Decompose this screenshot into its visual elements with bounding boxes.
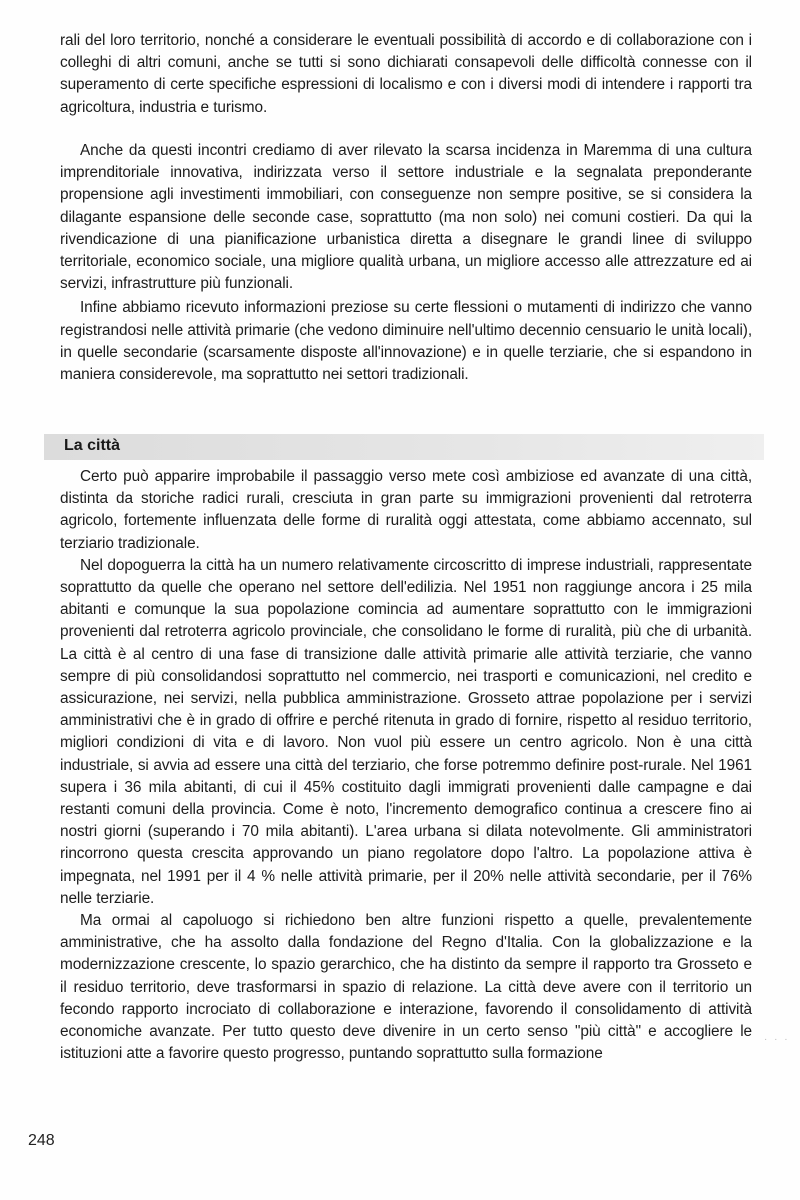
margin-scan-marks: · · · <box>764 1034 790 1045</box>
paragraph-capoluogo: Ma ormai al capoluogo si richiedono ben altre funzioni rispetto a quelle, prevalentemente amministrative, che ha assolto dalla fondazione del Regno d'Italia. Con la globalizzazione e la modernizzazione crescente, lo spazio gerarchico, che ha distinto da sempre il rapporto tra Grosseto e il residuo territorio, deve trasformarsi in spazio di relazione. La città deve avere con il territorio un fecondo rapporto incrociato di collaborazione e interazione, favorendo il consolidamento di attività economiche avanzate. Per tutto questo deve divenire in un certo senso "più città" e accogliere le istituzioni atte a favorire questo progresso, puntando soprattutto sulla formazione <box>60 912 752 1063</box>
page-number: 248 <box>28 1132 55 1149</box>
paragraph-incontri: Anche da questi incontri crediamo di aver rilevato la scarsa incidenza in Maremma di una cultura imprenditoriale innovativa, indirizzata verso il settore industriale e la segnalata preponderante propensione agli investimenti immobiliari, con conseguenze non sempre positive, se si considera la dilagante espansione delle seconde case, soprattutto (ma non solo) nei comuni costieri. Da qui la rivendicazione di una pianificazione urbanistica diretta a disegnare le grandi linee di sviluppo territoriale, economico sociale, una migliore qualità urbana, un migliore accesso alle attrezzature ed ai servizi, infrastrutture più funzionali. <box>60 142 752 293</box>
paragraph-infine: Infine abbiamo ricevuto informazioni preziose su certe flessioni o mutamenti di indirizzo che vanno registrandosi nelle attività primarie (che vedono diminuire nell'ultimo decennio censuario le unità locali), in quelle secondarie (scarsamente disposte all'innovazione) e in quelle terziarie, che si espandono in maniera considerevole, ma soprattutto nei settori tradizionali. <box>60 299 752 384</box>
intro-paragraph: rali del loro territorio, nonché a considerare le eventuali possibilità di accordo e di collaborazione con i colleghi di altri comuni, anche se tutti si sono dichiarati consapevoli delle difficoltà connesse con il superamento di certe specifiche espressioni di localismo e con i diversi modi di intendere i rapporti tra agricoltura, industria e turismo. <box>60 32 752 116</box>
incontri-text-block <box>60 140 752 386</box>
intro-text-block <box>60 30 752 119</box>
paragraph-certo: Certo può apparire improbabile il passaggio verso mete così ambiziose ed avanzate di una città, distinta da storiche radici rurali, cresciuta in gran parte su immigrazioni provenienti dal retroterra agricolo, fortemente influenzata delle forme di ruralità oggi attestata, come abbiamo accennato, sul terziario tradizionale. <box>60 468 752 552</box>
section-header-bar <box>44 434 764 460</box>
paragraph-dopoguerra: Nel dopoguerra la città ha un numero relativamente circoscritto di imprese industriali, rappresentate soprattutto da quelle che operano nel settore dell'edilizia. Nel 1951 non raggiunge ancora i 25 mila abitanti e comunque la sua popolazione comincia ad aumentare soprattutto con le immigrazioni provenienti dal retroterra agricolo provinciale, che consolidano le forme di ruralità, più che di urbanità. La città è al centro di una fase di transizione dalle attività primarie alle attività terziarie, che vanno sempre di più consolidandosi soprattutto nel commercio, nei trasporti e comunicazioni, nel credito e assicurazione, nei servizi, nella pubblica amministrazione. Grosseto attrae popolazione per i servizi amministrativi che è in grado di offrire e perché ritenuta in grado di fornire, rispetto al residuo territorio, migliori condizioni di vita e di lavoro. Non vuol più essere un centro agricolo. Non è una città industriale, si avvia ad essere una città del terziario, che forse potremmo definire post-rurale. Nel 1961 supera i 36 mila abitanti, di cui il 45% costituito dagli immigrati provenienti dalle campagne e dai restanti comuni della provincia. Come è noto, l'incremento demografico continua a crescere fino ai nostri giorni (superando i 70 mila abitanti). L'area urbana si dilata notevolmente. Gli amministratori rincorrono questa crescita approvando un piano regolatore dopo l'altro. La popolazione attiva è impegnata, nel 1991 per il 4 % nelle attività primarie, per il 20% nelle attività secondarie, per il 76% nelle terziarie. <box>60 556 752 907</box>
citta-text-block <box>60 466 752 1065</box>
section-title: La città <box>64 437 121 454</box>
